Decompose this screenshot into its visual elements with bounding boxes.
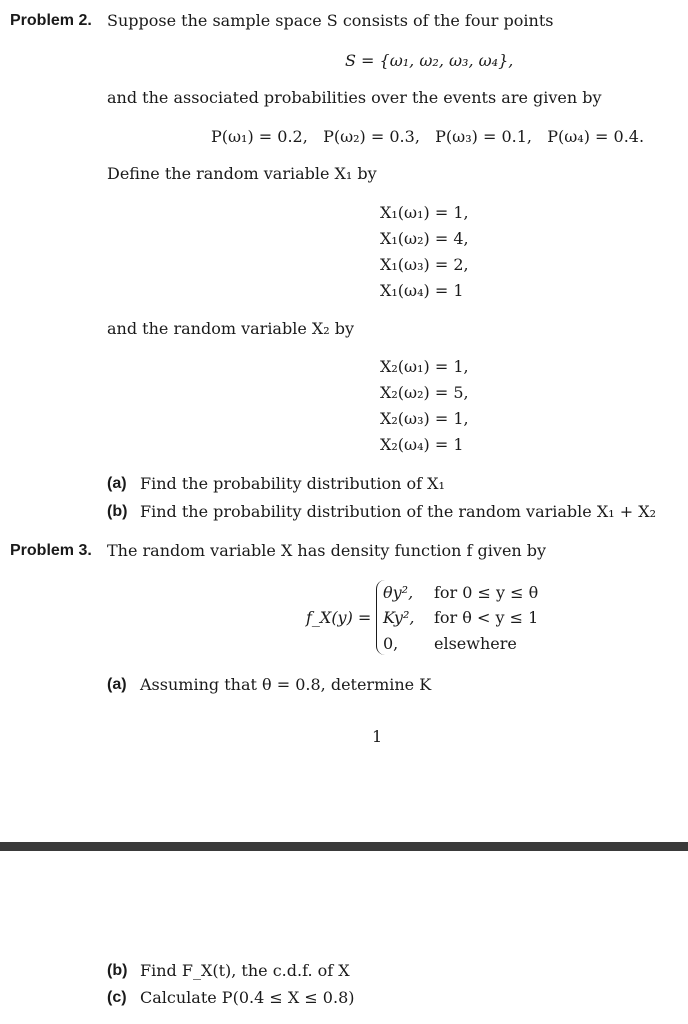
page-number: 1: [372, 727, 383, 746]
case-expression: θy²,: [383, 583, 414, 602]
x2-value: X₂(ω₂) = 5,: [380, 383, 469, 402]
case-condition: elsewhere: [434, 634, 517, 653]
case-condition: for 0 ≤ y ≤ θ: [434, 583, 539, 602]
problem-3-part-c: Calculate P(0.4 ≤ X ≤ 0.8): [140, 988, 355, 1007]
problem-3-part-a-label: (a): [107, 676, 127, 693]
x2-value: X₂(ω₁) = 1,: [380, 357, 469, 376]
probabilities-equation: P(ω₁) = 0.2, P(ω₂) = 0.3, P(ω₃) = 0.1, P(ω₄) = 0.4.: [211, 127, 645, 146]
problem-3-part-c-label: (c): [107, 989, 127, 1006]
case-expression: Ky²,: [383, 608, 415, 627]
problem-3-intro: The random variable X has density function f given by: [107, 541, 547, 560]
page-divider: [0, 842, 688, 851]
x1-value: X₁(ω₁) = 1,: [380, 203, 469, 222]
problem-2-part-b-label: (b): [107, 503, 128, 520]
problem-3-part-a: Assuming that θ = 0.8, determine K: [140, 675, 432, 694]
problem-2-part-a: Find the probability distribution of X₁: [140, 474, 445, 493]
case-condition: for θ < y ≤ 1: [434, 608, 539, 627]
problem-3-part-b: Find F_X(t), the c.d.f. of X: [140, 961, 350, 980]
x2-value: X₂(ω₃) = 1,: [380, 409, 469, 428]
problem-2-part-b: Find the probability distribution of the random variable X₁ + X₂: [140, 502, 657, 521]
x2-value: X₂(ω₄) = 1: [380, 435, 464, 454]
x1-value: X₁(ω₃) = 2,: [380, 255, 469, 274]
problem-3-heading: Problem 3.: [10, 542, 92, 559]
x1-value: X₁(ω₄) = 1: [380, 281, 464, 300]
problem-2-part-a-label: (a): [107, 475, 127, 492]
density-lhs: f_X(y) =: [306, 608, 372, 627]
problem-2-heading: Problem 2.: [10, 12, 92, 29]
x2-intro: and the random variable X₂ by: [107, 319, 355, 338]
sample-space-equation: S = {ω₁, ω₂, ω₃, ω₄},: [345, 51, 514, 70]
x1-intro: Define the random variable X₁ by: [107, 164, 377, 183]
probability-intro: and the associated probabilities over the events are given by: [107, 88, 602, 107]
x1-value: X₁(ω₂) = 4,: [380, 229, 469, 248]
problem-2-intro: Suppose the sample space S consists of the four points: [107, 11, 554, 30]
case-expression: 0,: [383, 634, 399, 653]
problem-3-part-b-label: (b): [107, 962, 128, 979]
